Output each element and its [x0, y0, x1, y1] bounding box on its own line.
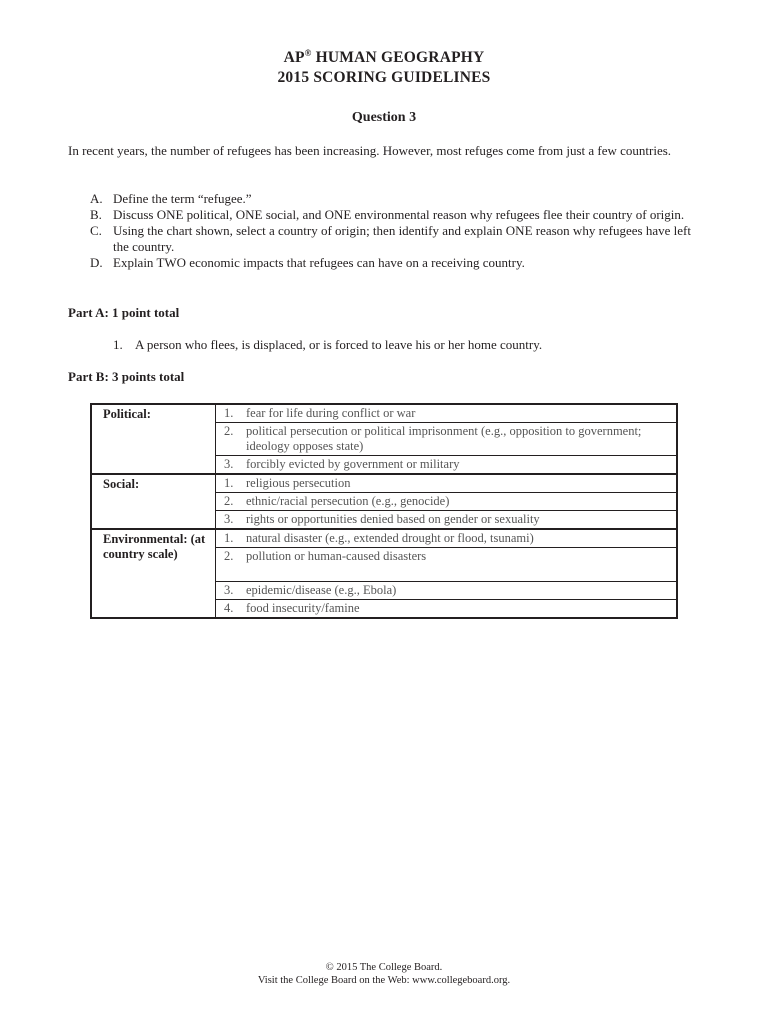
reason-item: [216, 548, 676, 581]
answer-text: A person who flees, is displaced, or is forced to leave his or her home country.: [135, 337, 543, 352]
reason-text: rights or opportunities denied based on gender or sexuality: [246, 512, 540, 526]
question-intro: In recent years, the number of refugees has been increasing. However, most refuges come from just a few countries.: [68, 143, 672, 158]
task-item: [90, 207, 710, 223]
title-suffix: HUMAN GEOGRAPHY: [311, 49, 485, 66]
reason-number: 2.: [224, 549, 234, 563]
task-letter: C.: [90, 223, 102, 238]
task-list: [90, 191, 710, 271]
category-political: Political:: [91, 404, 216, 474]
part-b-heading: Part B: 3 points total: [68, 369, 185, 384]
reason-text: ethnic/racial persecution (e.g., genocide): [246, 494, 450, 508]
question-title: Question 3: [351, 110, 417, 125]
reason-number: 3.: [224, 583, 234, 597]
reason-text: pollution or human-caused disasters: [246, 549, 427, 563]
task-item: [90, 191, 710, 207]
task-text: Using the chart shown, select a country of origin; then identify and explain ONE reason why refugees have left the country.: [113, 223, 691, 254]
task-letter: A.: [90, 191, 103, 206]
part-a-heading: Part A: 1 point total: [68, 305, 180, 320]
footer-website: Visit the College Board on the Web: www.collegeboard.org.: [257, 975, 511, 986]
reason-number: 3.: [224, 457, 234, 471]
reason-text: political persecution or political imprisonment (e.g., opposition to government; ideology opposes state): [246, 424, 642, 453]
reason-item: [216, 493, 676, 510]
reason-item: [216, 405, 676, 422]
reason-number: 2.: [224, 494, 234, 508]
task-item: [90, 223, 710, 255]
reason-number: 4.: [224, 601, 234, 615]
task-text: Explain TWO economic impacts that refugees can have on a receiving country.: [113, 255, 525, 270]
table-row: [91, 404, 677, 423]
reason-item: [216, 423, 676, 455]
task-text: Define the term “refugee.”: [113, 191, 252, 206]
document-subtitle: 2015 SCORING GUIDELINES: [277, 69, 491, 86]
reason-number: 1.: [224, 406, 234, 420]
reason-item: [216, 600, 676, 617]
reason-number: 3.: [224, 512, 234, 526]
task-text: Discuss ONE political, ONE social, and ONE environmental reason why refugees flee their country of origin.: [113, 207, 685, 222]
reason-item: [216, 456, 676, 473]
part-a-answer: [113, 337, 542, 353]
answer-number: 1.: [113, 337, 123, 352]
reason-text: natural disaster (e.g., extended drought or flood, tsunami): [246, 531, 534, 545]
reason-number: 2.: [224, 424, 234, 438]
reason-number: 1.: [224, 531, 234, 545]
reason-text: epidemic/disease (e.g., Ebola): [246, 583, 397, 597]
table-row: [91, 474, 677, 493]
category-social: Social:: [91, 474, 216, 529]
reason-number: 1.: [224, 476, 234, 490]
category-environmental: Environmental: (at country scale): [91, 529, 216, 618]
reason-text: fear for life during conflict or war: [246, 406, 416, 420]
task-letter: D.: [90, 255, 103, 270]
document-title: [0, 48, 768, 67]
title-prefix: AP: [283, 49, 305, 66]
reasons-table: [90, 403, 678, 619]
reason-item: [216, 582, 676, 599]
task-item: [90, 255, 710, 271]
reason-text: religious persecution: [246, 476, 351, 490]
task-letter: B.: [90, 207, 102, 222]
reason-text: food insecurity/famine: [246, 601, 360, 615]
reason-text: forcibly evicted by government or military: [246, 457, 460, 471]
registered-mark: ®: [304, 48, 312, 58]
table-row: [91, 529, 677, 548]
footer-copyright: © 2015 The College Board.: [325, 962, 443, 973]
reason-item: [216, 475, 676, 492]
reason-item: [216, 530, 676, 547]
reason-item: [216, 511, 676, 528]
